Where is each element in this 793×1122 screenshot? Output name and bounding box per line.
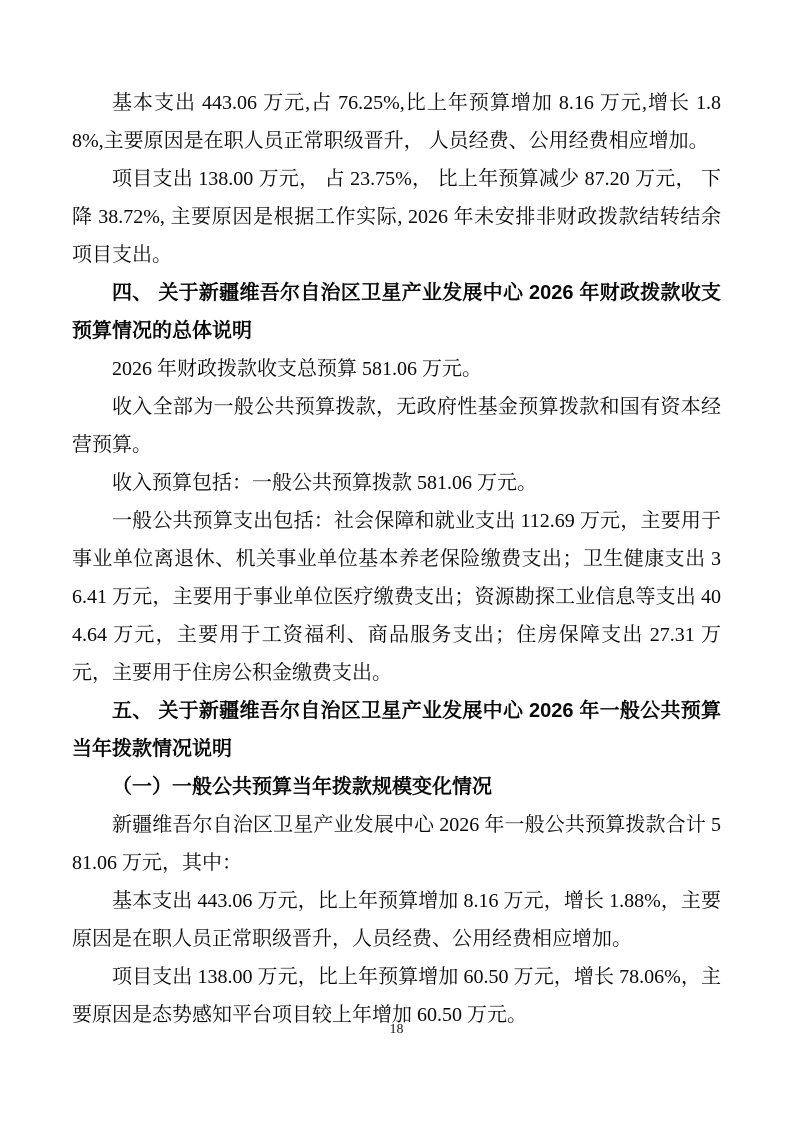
sub-heading-1-appropriation-scale-change: （一）一般公共预算当年拨款规模变化情况 xyxy=(112,776,492,798)
paragraph-revenue-source: 收入全部为一般公共预算拨款，无政府性基金预算拨款和国有资本经营预算。 xyxy=(72,396,721,456)
paragraph-expense-budget-breakdown: 一般公共预算支出包括：社会保障和就业支出 112.69 万元，主要用于事业单位离退休、机关事业单位基本养老保险缴费支出；卫生健康支出 36.41 万元，主要用于事业单位医疗缴费支出；资源勘探工业信息等支出 404.64 万元，主要用于工资福利、商品服务支出；住房保障支出 27.31 万元，主要用于住房公积金缴费支出。 xyxy=(72,510,721,684)
section-heading-4-fiscal-appropriation-overview: 四、 关于新疆维吾尔自治区卫星产业发展中心 2026 年财政拨款收支预算情况的总体说明 xyxy=(72,282,721,342)
section-heading-5-public-budget-appropriation: 五、 关于新疆维吾尔自治区卫星产业发展中心 2026 年一般公共预算当年拨款情况说明 xyxy=(72,700,721,760)
paragraph-total-public-budget-appropriation: 新疆维吾尔自治区卫星产业发展中心 2026 年一般公共预算拨款合计 581.06 万元，其中： xyxy=(72,814,721,874)
paragraph-basic-expense-share: 基本支出 443.06 万元,占 76.25%,比上年预算增加 8.16 万元,增长 1.88%,主要原因是在职人员正常职级晋升， 人员经费、公用经费相应增加。 xyxy=(72,92,721,152)
paragraph-project-expense-share: 项目支出 138.00 万元， 占 23.75%， 比上年预算减少 87.20 万元， 下降 38.72%, 主要原因是根据工作实际, 2026 年未安排非财政拨款结转结余项目支出。 xyxy=(72,168,721,266)
paragraph-revenue-budget-detail: 收入预算包括：一般公共预算拨款 581.06 万元。 xyxy=(112,472,537,494)
paragraph-total-fiscal-budget: 2026 年财政拨款收支总预算 581.06 万元。 xyxy=(112,358,482,380)
page-number: 18 xyxy=(389,1022,404,1037)
paragraph-project-expense-change: 项目支出 138.00 万元，比上年预算增加 60.50 万元，增长 78.06%，主要原因是态势感知平台项目较上年增加 60.50 万元。 xyxy=(72,966,721,1026)
paragraph-basic-expense-change: 基本支出 443.06 万元，比上年预算增加 8.16 万元，增长 1.88%，主要原因是在职人员正常职级晋升，人员经费、公用经费相应增加。 xyxy=(72,890,721,950)
